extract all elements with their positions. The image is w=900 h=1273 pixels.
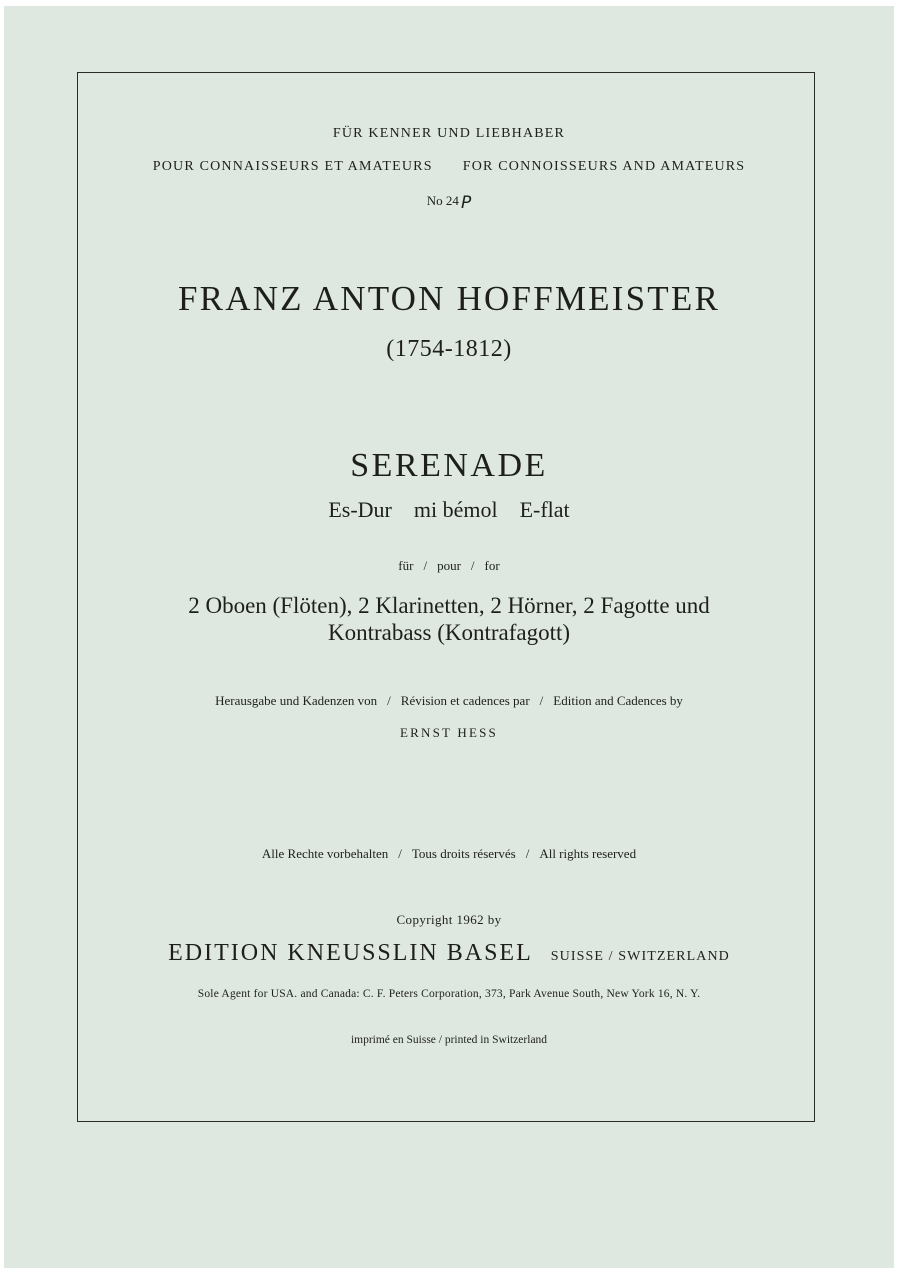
series-title-french: POUR CONNAISSEURS ET AMATEURS <box>152 159 433 174</box>
for-german: für <box>398 558 414 573</box>
for-english: for <box>484 558 500 573</box>
handwritten-suffix: P <box>460 193 472 213</box>
edition-credit-french: Révision et cadences par <box>400 693 530 708</box>
copyright-line: Copyright 1962 by <box>396 912 502 927</box>
for-french: pour <box>437 558 461 573</box>
composer-dates: (1754-1812) <box>386 336 512 362</box>
rights-german: Alle Rechte vorbehalten <box>261 846 389 861</box>
instrumentation-line-1: 2 Oboen (Flöten), 2 Klarinetten, 2 Hörner, 2 Fagotte und <box>188 593 710 618</box>
edition-credit: Herausgabe und Kadenzen von / Révision et cadences par / Edition and Cadences by <box>215 693 683 708</box>
edition-credit-english: Edition and Cadences by <box>553 693 683 708</box>
key-french: mi bémol <box>413 497 498 522</box>
key-english: E-flat <box>519 497 570 522</box>
series-number <box>4 190 894 213</box>
work-title: SERENADE <box>350 447 548 484</box>
work-key <box>4 497 894 523</box>
series-title-french-english <box>4 159 894 175</box>
rights-english: All rights reserved <box>539 846 637 861</box>
edition-credit-german: Herausgabe und Kadenzen von <box>215 693 378 708</box>
sole-agent-line: Sole Agent for USA. and Canada: C. F. Peters Corporation, 373, Park Avenue South, New York 16, N. Y. <box>197 988 701 1000</box>
instrumentation-line-2: Kontrabass (Kontrafagott) <box>327 620 571 645</box>
series-title-english: FOR CONNOISSEURS AND AMATEURS <box>462 159 746 174</box>
key-german: Es-Dur <box>328 497 392 522</box>
rights-notice: Alle Rechte vorbehalten / Tous droits réservés / All rights reserved <box>261 846 637 861</box>
title-page <box>4 6 894 1268</box>
publisher-row <box>4 940 894 967</box>
publisher-name: EDITION KNEUSSLIN BASEL <box>168 940 533 966</box>
rights-french: Tous droits réservés <box>411 846 516 861</box>
scoring-prefix: für / pour / for <box>398 558 500 573</box>
printed-in-line: imprimé en Suisse / printed in Switzerland <box>350 1034 548 1046</box>
publisher-location: SUISSE / SWITZERLAND <box>550 949 730 964</box>
series-title-german: FÜR KENNER UND LIEBHABER <box>332 126 566 141</box>
editor-name: ERNST HESS <box>400 725 498 740</box>
composer-name: FRANZ ANTON HOFFMEISTER <box>178 279 720 318</box>
series-number-label: No 24 <box>426 193 459 208</box>
